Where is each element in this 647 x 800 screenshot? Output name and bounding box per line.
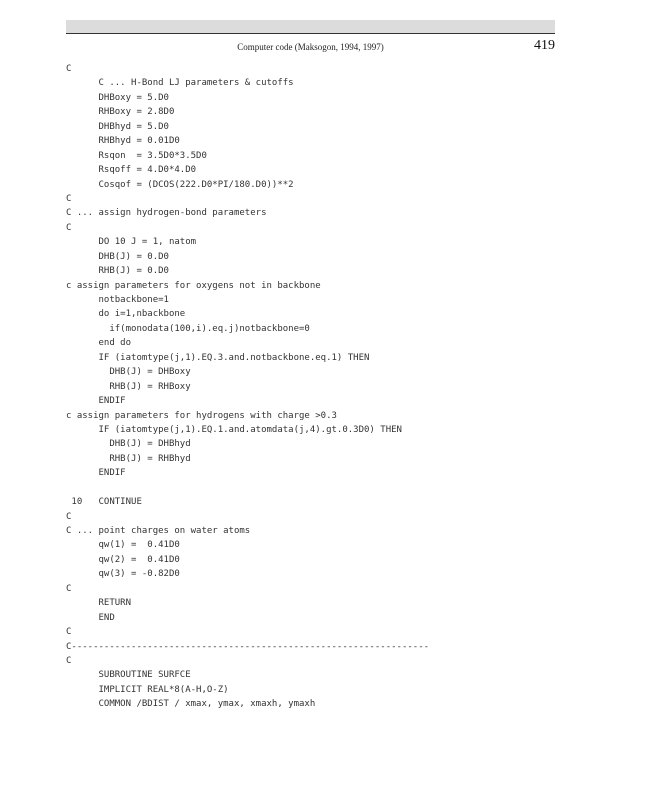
code-line: C ... assign hydrogen-bond parameters: [66, 208, 267, 219]
code-line: DHBoxy = 5.D0: [66, 92, 169, 103]
header-band: [66, 20, 555, 33]
code-line: notbackbone=1: [66, 295, 169, 305]
code-line: IF (iatomtype(j,1).EQ.3.and.notbackbone.eq.1) THEN: [66, 352, 370, 363]
page-number: 419: [534, 38, 555, 53]
code-line: C ... point charges on water atoms: [66, 526, 251, 536]
code-line: Rsqoff = 4.D0*4.D0: [66, 165, 197, 176]
code-line: qw(2) = 0.41D0: [66, 554, 180, 565]
code-line: C: [66, 627, 72, 638]
code-line: IF (iatomtype(j,1).EQ.1.and.atomdata(j,4).gt.0.3D0) THEN: [66, 424, 402, 435]
code-line: Cosqof = (DCOS(222.D0*PI/180.D0))**2: [66, 179, 294, 190]
code-line: qw(1) = 0.41D0: [66, 540, 180, 551]
code-line: C: [66, 222, 72, 233]
code-line: c assign parameters for oxygens not in backbone: [66, 280, 321, 291]
running-head: [66, 40, 555, 56]
code-line: DO 10 J = 1, natom: [66, 237, 197, 248]
code-line: do i=1,nbackbone: [66, 309, 186, 320]
code-line: C ... H-Bond LJ parameters & cutoffs: [66, 78, 294, 89]
running-title: Computer code (Maksogon, 1994, 1997): [237, 42, 384, 52]
code-line: DHB(J) = 0.D0: [66, 251, 169, 262]
code-listing: [66, 62, 586, 712]
code-line: RHBhyd = 0.01D0: [66, 136, 180, 147]
code-line: C------------------------------------------------------------------: [66, 641, 430, 652]
code-line: DHB(J) = DHBhyd: [66, 439, 191, 450]
code-line: END: [66, 612, 115, 623]
code-line: C: [66, 193, 72, 204]
header-rule: [66, 33, 555, 34]
code-line: 10 CONTINUE: [66, 497, 142, 508]
code-line: RHBoxy = 2.8D0: [66, 107, 175, 118]
code-line: C: [66, 583, 72, 594]
code-line: SUBROUTINE SURFCE: [66, 670, 191, 681]
code-line: DHBhyd = 5.D0: [66, 121, 169, 132]
code-line: ENDIF: [66, 396, 126, 407]
code-line: end do: [66, 338, 132, 349]
code-line: IMPLICIT REAL*8(A-H,O-Z): [66, 684, 229, 695]
code-line: C: [66, 511, 72, 522]
code-line: if(monodata(100,i).eq.j)notbackbone=0: [66, 323, 310, 334]
code-line: RHB(J) = 0.D0: [66, 266, 169, 277]
code-line: ENDIF: [66, 468, 126, 479]
code-line: RHB(J) = RHBoxy: [66, 381, 191, 392]
code-line: c assign parameters for hydrogens with charge >0.3: [66, 410, 337, 421]
code-line: COMMON /BDIST / xmax, ymax, xmaxh, ymaxh: [66, 699, 316, 710]
code-line: RHB(J) = RHBhyd: [66, 453, 191, 464]
code-line: C: [66, 64, 72, 74]
code-line: qw(3) = -0.82D0: [66, 569, 180, 580]
code-line: DHB(J) = DHBoxy: [66, 367, 191, 378]
code-line: [66, 481, 586, 495]
code-line: RETURN: [66, 598, 132, 609]
code-line: Rsqon = 3.5D0*3.5D0: [66, 150, 207, 161]
code-line: C: [66, 655, 72, 666]
